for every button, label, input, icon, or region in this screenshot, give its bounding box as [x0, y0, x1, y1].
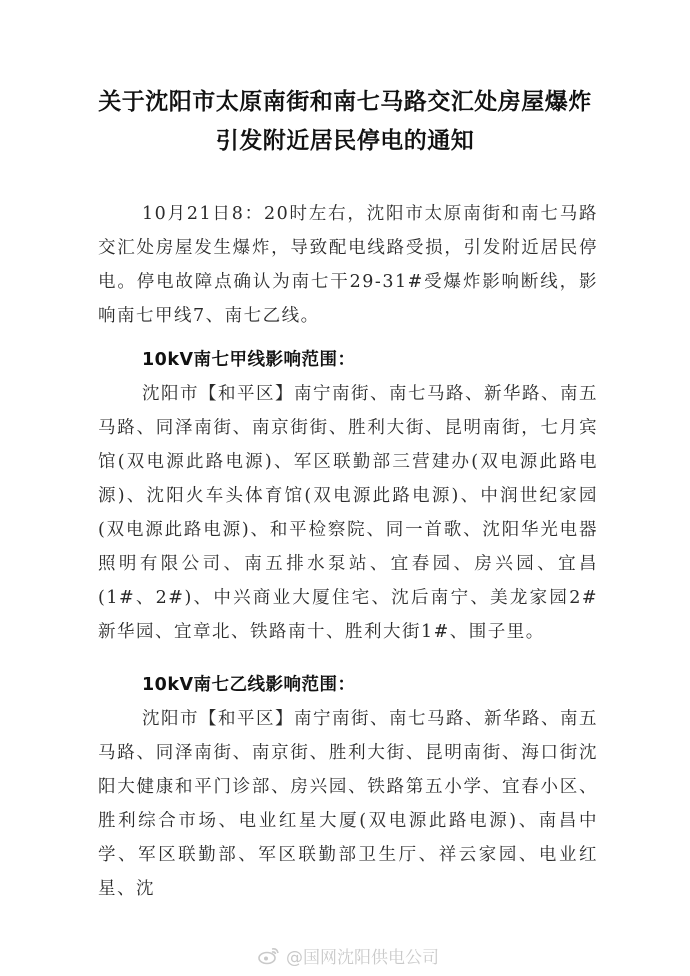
- section-jia-heading: 10kV南七甲线影响范围：: [142, 350, 356, 370]
- section-yi-paragraph: [98, 702, 598, 906]
- watermark-text: @国网沈阳供电公司: [286, 948, 439, 968]
- intro-text: 10月21日8：20时左右，沈阳市太原南街和南七马路交汇处房屋发生爆炸，导致配电线路受损，引发附近居民停电。停电故障点确认为南七干29-31#受爆炸影响断线，影响南七甲线7、南七乙线。: [98, 204, 598, 326]
- weibo-icon: [258, 947, 280, 965]
- section-yi-heading: 10kV南七乙线影响范围：: [142, 675, 356, 695]
- watermark: [258, 943, 439, 968]
- section-yi-text: 沈阳市【和平区】南宁南街、南七马路、新华路、南五马路、同泽南街、南京街、胜利大街、昆明南街、海口街沈阳大健康和平门诊部、房兴园、铁路第五小学、宜春小区、胜利综合市场、电业红星大厦(双电源此路电源)、南昌中学、军区联勤部、军区联勤部卫生厅、祥云家园、电业红星、沈: [98, 709, 598, 899]
- section-jia-text: 沈阳市【和平区】南宁南街、南七马路、新华路、南五马路、同泽南街、南京街街、胜利大街、昆明南街，七月宾馆(双电源此路电源)、军区联勤部三营建办(双电源此路电源)、沈阳火车头体育馆(双电源此路电源)、中润世纪家园(双电源此路电源)、和平检察院、同一首歌、沈阳华光电器照明有限公司、南五排水泵站、宜春园、房兴园、宜昌(1#、2#)、中兴商业大厦住宅、沈后南宁、美龙家园2# 新华园、宜章北、铁路南十、胜利大街1#、围子里。: [98, 384, 598, 642]
- intro-paragraph: [98, 197, 598, 333]
- section-jia-paragraph: [98, 377, 598, 649]
- document-title-line-1: 关于沈阳市太原南街和南七马路交汇处房屋爆炸: [98, 89, 592, 115]
- document-title-line-2: 引发附近居民停电的通知: [215, 128, 475, 154]
